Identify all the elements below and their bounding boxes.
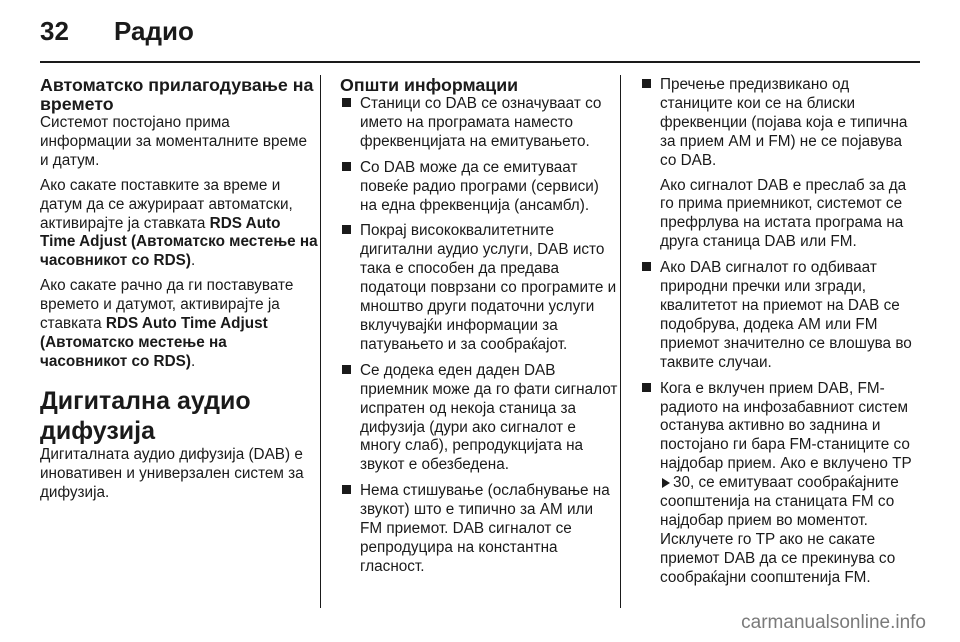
bullet-icon [642,262,651,271]
column-3 [640,76,918,595]
menu-item-reference: RDS Auto Time Adjust (Автоматско местење на часовникот со RDS) [40,214,318,270]
list-item: Пречење предизвикано од станиците кои се на блиски фреквенции (појава која е типична за прием AM и FM) не се појавува со DAB. Ако сигналот DAB е преслаб за да го прима приемникот, системот се префрлува на истата програма на друга станица DAB или FM. [640,76,918,252]
column-divider [320,75,321,608]
bullet-icon [342,162,351,171]
header-divider [40,61,920,63]
page-reference-arrow-icon [662,478,670,488]
bullet-icon [342,225,351,234]
column-2 [340,76,618,584]
bullet-icon [642,79,651,88]
menu-item-reference: RDS Auto Time Adjust (Автоматско местење на часовникот со RDS) [40,315,268,370]
bullet-icon [342,485,351,494]
list-item: Покрај висококвалитетните дигитални аудио услуги, DAB исто така е способен да предава податоци поврзани со програмите и мноштво други податочни услуги вклучувајќи информации за патувањето и за сообраќајот. [340,222,618,354]
list-item: Станици со DAB се означуваат со името на програмата наместо фреквенцијата на емитувањето. [340,95,618,152]
list-item: Нема стишување (ослабнување на звукот) што е типично за AM или FM приемот. DAB сигналот се репродуцира на константна гласност. [340,482,618,577]
bullet-icon [642,383,651,392]
bullet-icon [342,365,351,374]
list-item: Ако DAB сигналот го одбиваат природни пречки или згради, квалитетот на приемот на DAB се подобрува, додека AM или FM приемот значително се влошува во таквите случаи. [640,259,918,372]
section-heading-auto-time: Автоматско прилагодување на времето [40,75,314,114]
page-number: 32 [40,16,69,46]
list-item: Се додека еден даден DAB приемник може да го фати сигналот испратен од некоја станица за дифузија (дури ако сигналот е многу слаб), репродукцијата на звукот е обезбедена. [340,362,618,475]
paragraph: Дигиталната аудио дифузија (DAB) е иновативен и универзален систем за дифузија. [40,445,304,501]
list-item-note: Ако сигналот DAB е преслаб за да го прима приемникот, системот се префрлува на истата програма на друга станица DAB или FM. [660,176,907,251]
column-divider [620,75,621,608]
list-item: Кога е вклучен прием DAB, FM-радиото на инфозабавниот систем останува активно во заднина и постојано ги бара FM-станиците со најдобар прием. Ако е вклучено TP 30, се емитуваат сообраќајните соопштенија на станицата FM со најдобар прием во моментот. Исклучете го TP ако не сакате приемот DAB да се прекинува со сообраќајни соопштенија FM. [640,380,918,588]
list-item: Со DAB може да се емитуваат повеќе радио програми (сервиси) на една фреквенција (ансамбл). [340,159,618,216]
page-header [40,16,920,52]
paragraph: Системот постојано прима информации за моменталните време и датум. [40,114,308,169]
watermark: carmanualsonline.info [741,612,926,633]
section-heading-dab: Дигитална аудио дифузија [40,386,251,445]
column-1 [40,76,318,509]
bullet-icon [342,98,351,107]
chapter-title: Радио [114,16,194,46]
bullet-list [340,95,618,577]
paragraph: Ако сакате поставките за време и датум да се ажурираат автоматски, активирајте ја ставката RDS Auto Time Adjust (Автоматско местење на часовникот со RDS). [40,176,318,270]
paragraph: Ако сакате рачно да ги поставувате времето и датумот, активирајте ја ставката RDS Auto Time Adjust (Автоматско местење на часовникот со RDS). [40,277,294,370]
bullet-list [640,76,918,588]
page-reference-link[interactable]: 30 [673,474,691,492]
section-heading-general-info: Општи информации [340,75,519,95]
